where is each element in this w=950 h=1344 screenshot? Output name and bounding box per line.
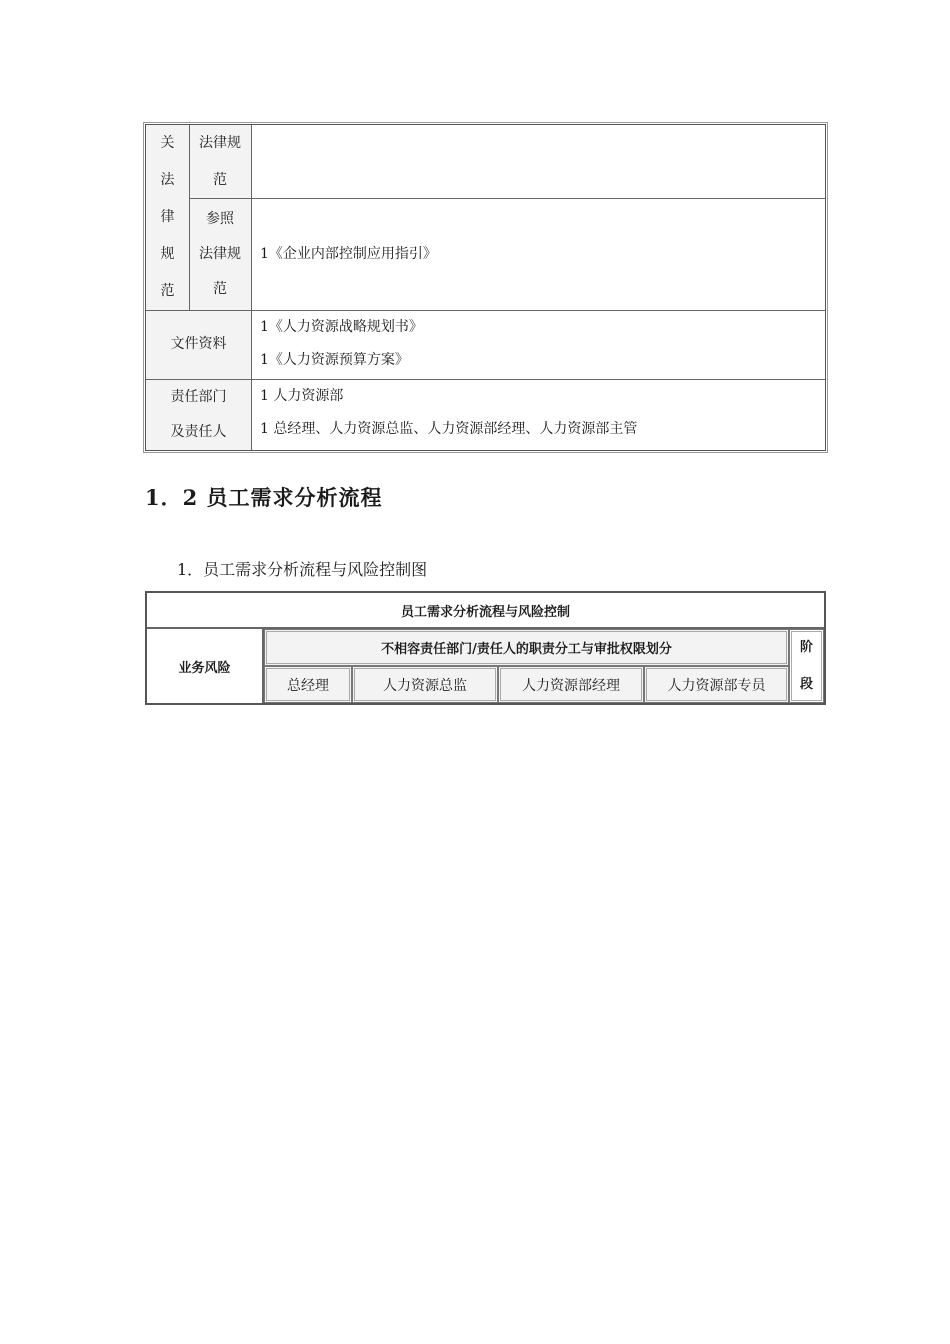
responsible-line-2: 1 总经理、人力资源总监、人力资源部经理、人力资源部主管 — [260, 421, 638, 437]
vertical-char: 范 — [160, 283, 175, 299]
stage-header — [789, 629, 824, 703]
label-line: 文件资料 — [170, 336, 227, 352]
section-heading: 1．2 员工需求分析流程 — [145, 485, 383, 510]
division-header: 不相容责任部门/责任人的职责分工与审批权限划分 — [264, 629, 789, 666]
label-line: 责任部门 — [170, 388, 227, 405]
stage-char: 段 — [799, 677, 813, 692]
documents-line-2: 1《人力资源预算方案》 — [260, 352, 409, 368]
vertical-char: 律 — [160, 209, 175, 225]
laws-regulations-label — [189, 125, 251, 198]
label-line: 参照 — [206, 210, 234, 227]
label-line: 范 — [213, 280, 227, 297]
label-line: 范 — [213, 171, 227, 188]
documents-line-1: 1《人力资源战略规划书》 — [260, 319, 423, 335]
stage-char: 阶 — [799, 640, 813, 655]
table-title: 员工需求分析流程与风险控制 — [147, 593, 824, 629]
related-laws-vertical-label — [146, 125, 189, 310]
reference-laws-label — [189, 198, 251, 310]
role-hr-specialist: 人力资源部专员 — [644, 666, 789, 703]
subheading: 1．员工需求分析流程与风险控制图 — [177, 560, 428, 579]
label-line: 法律规 — [199, 245, 241, 262]
role-hr-director: 人力资源总监 — [352, 666, 498, 703]
business-risk-header: 业务风险 — [147, 629, 264, 703]
label-line: 及责任人 — [170, 423, 227, 440]
vertical-char: 关 — [160, 135, 175, 151]
label-line: 法律规 — [199, 134, 241, 151]
responsible-label — [146, 379, 251, 450]
documents-label — [146, 310, 251, 379]
regulations-table — [145, 124, 826, 451]
responsible-line-1: 1 人力资源部 — [260, 388, 344, 404]
reference-laws-content: 1《企业内部控制应用指引》 — [260, 246, 437, 262]
vertical-char: 规 — [160, 246, 175, 262]
role-general-manager: 总经理 — [264, 666, 352, 703]
role-hr-manager: 人力资源部经理 — [498, 666, 644, 703]
vertical-char: 法 — [160, 172, 175, 188]
risk-control-table — [145, 591, 826, 705]
